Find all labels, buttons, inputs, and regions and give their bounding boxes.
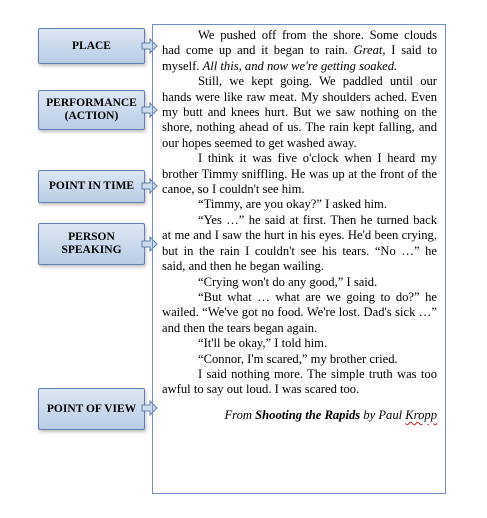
- paragraph: “Connor, I'm scared,” my brother cried.: [198, 351, 398, 366]
- paragraph: “But what … what are we going to do?” he wailed. “We've got no food. We're lost. Dad's sick …” and then the tears began again.: [162, 289, 437, 335]
- paragraph: I said nothing more. The simple truth was too awful to say out loud. I was scared too.: [162, 366, 437, 397]
- paragraph: “It'll be okay,” I told him.: [198, 336, 328, 351]
- label-point-of-view: POINT OF VIEW: [38, 388, 145, 430]
- passage-box: [152, 24, 446, 494]
- paragraph: “Timmy, are you okay?” I asked him.: [198, 197, 387, 212]
- paragraph: I think it was five o'clock when I heard my brother Timmy sniffling. He was up at the front of the canoe, so I couldn't see him.: [162, 151, 437, 197]
- label-place: PLACE: [38, 28, 145, 64]
- label-point-in-time: POINT IN TIME: [38, 170, 145, 203]
- passage-text: I said to myself.: [162, 43, 437, 73]
- paragraph: “Yes …” he said at first. Then he turned back at me and I saw the hurt in his eyes. He'd been crying, but in the rain I couldn't see his tears. “No …” he said, and then he began wailing.: [162, 212, 437, 274]
- source-by: by Paul: [360, 407, 406, 422]
- passage-thought: All this, and now we're getting soaked.: [202, 58, 398, 73]
- source-title: Shooting the Rapids: [255, 407, 361, 422]
- label-performance: PERFORMANCE (ACTION): [38, 90, 145, 130]
- source-from: From: [224, 407, 256, 422]
- paragraph: [162, 28, 437, 74]
- passage-thought: Great,: [353, 43, 386, 58]
- source-citation: [162, 408, 437, 423]
- paragraph: “Crying won't do any good,” I said.: [198, 274, 378, 289]
- paragraph: Still, we kept going. We paddled until our hands were like raw meat. My shoulders ached. Even my butt and knees hurt. But we saw nothing on the shore, nothing ahead of us. The rain kept falling, and our hopes seemed to get washed away.: [162, 74, 437, 150]
- passage-text: We pushed off from the shore. Some clouds had come up and it began to rain.: [162, 28, 437, 58]
- label-person-speaking: PERSON SPEAKING: [38, 223, 145, 265]
- source-author: Kropp: [405, 407, 437, 422]
